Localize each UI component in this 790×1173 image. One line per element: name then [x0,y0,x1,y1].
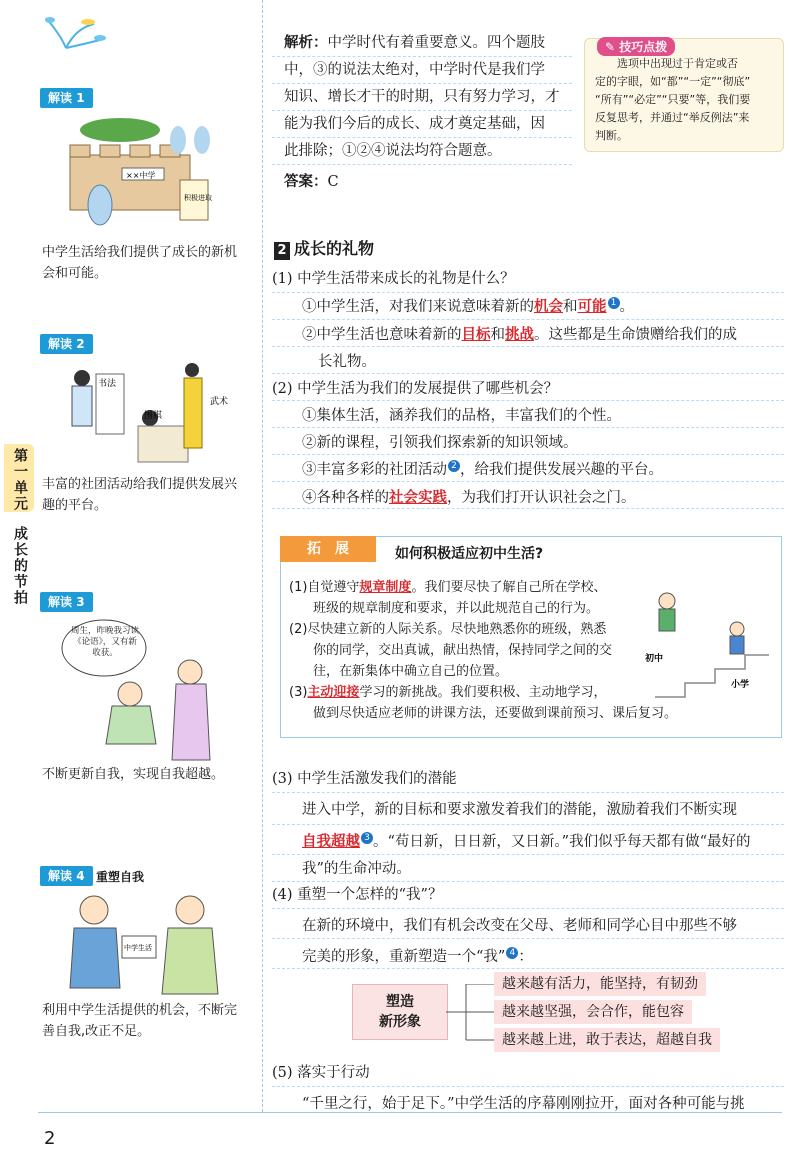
extension-tag: 拓 展 [280,536,376,562]
text: (1)自觉遵守 [289,580,360,595]
school-sign-text: ××中学 [126,171,156,180]
page-number: 2 [44,1128,56,1149]
tip-title-text: 技巧点拨 [619,40,668,54]
tip-line: 选项中出现过于肯定或否 [617,57,738,70]
keyword: 目标 [461,326,491,343]
question-4: (4) 重塑一个怎样的“我”？ [272,887,443,903]
section-tab-label: 成长的节拍 [12,526,28,606]
ext-p3-cont: 做到尽快适应老师的讲课方法，还要做到课前预习、课后复习。 [313,706,678,721]
rule [272,400,784,401]
badge-text: 解读 [48,869,73,883]
note-marker: 3 [361,832,373,844]
jiedu-badge-2 [40,334,93,354]
rule [272,427,784,428]
analysis-line-4: 能为我们今后的成长、成才奠定基础，因 [284,116,545,132]
sign4-text: 中学生活 [124,944,152,952]
keyword: 社会实践 [389,489,447,506]
illustration-lunyu [60,614,240,764]
tip-line: 定的字眼，如“都”“一定”“彻底” [595,75,751,88]
rule [272,481,784,482]
ext-p2: (2)尽快建立新的人际关系。尽快地熟悉你的班级，熟悉 [289,622,607,637]
pencil-icon: ✎ [605,40,616,54]
jiedu-badge-4 [40,866,93,886]
q2-item-a: ①集体生活，涵养我们的品格，丰富我们的个性。 [302,408,621,424]
text: 。这些都是生命馈赠给我们的成 [534,327,737,343]
note-marker: 2 [448,460,460,472]
text: ： [518,949,533,965]
text: (3) [289,685,308,700]
footer-line [38,1112,782,1113]
text: 学习的新挑战。我们要积极、主动地学习， [359,685,607,700]
tip-text [595,55,779,145]
question-1: (1) 中学生活带来成长的礼物是什么？ [272,271,515,287]
analysis-line-3: 知识、增长才干的时期，只有努力学习，才 [284,89,560,105]
q4-block [272,882,784,971]
q1-item-a [272,293,784,321]
q5-block [272,1060,784,1118]
rule [272,137,572,138]
keyword: 挑战 [505,326,534,343]
text: 和 [563,299,578,315]
text: ①中学生活，对我们来说意味着新的 [302,299,534,315]
rule [272,1086,784,1087]
text: ④各种各样的 [302,490,389,506]
rule [272,938,784,939]
q3-line-1: 进入中学，新的目标和要求激发着我们的潜能，激励着我们不断实现 [302,802,737,818]
reshape-center-box [352,984,448,1040]
q3-line-3: 我”的生命冲动。 [302,861,411,877]
keyword: 可能 [577,298,607,315]
keyword: 主动迎接 [307,685,360,700]
analysis-block [284,30,580,196]
question-3: (3) 中学生活激发我们的潜能 [272,771,457,787]
unit-tab-label: 第一单元 [12,448,28,512]
label-primary: 小学 [731,680,750,690]
text: 。“苟日新，日日新，又日新。”我们似乎每天都有做“最好的 [373,834,751,850]
center-label-1: 塑造 [386,994,414,1010]
illustration-reshape [60,888,240,996]
branch-1: 越来越有活力，能坚持，有韧劲 [494,972,706,996]
q5-line-1: “千里之行，始于足下。”中学生活的序幕刚刚拉开，面对各种可能与挑 [302,1096,745,1112]
reshape-heading: 重塑自我 [96,870,145,884]
analysis-label: 解析： [284,35,328,51]
section2-heading [274,236,374,260]
text: ③丰富多彩的社团活动 [302,462,447,478]
jiedu-badge-3 [40,592,93,612]
badge-text: 解读 [48,595,73,609]
center-label-2: 新形象 [379,1014,421,1030]
answer-line [284,169,580,196]
caption-1: 中学生活给我们提供了成长的新机会和可能。 [42,245,238,281]
illustration-clubs [60,356,240,468]
keyword: 规章制度 [359,580,412,595]
text: 。 [619,299,634,315]
corner-leaf-icon [40,14,110,54]
calligraphy-text: 书法 [98,379,117,389]
ext-p2-cont: 你的同学，交出真诚，献出热情，保持同学之间的交 [313,643,613,658]
illustration-stairs [645,587,773,707]
note-marker: 4 [506,947,518,959]
tip-line: 反复思考，并通过“举反例法”来 [595,111,750,124]
rule [272,319,784,320]
rule [272,56,572,57]
text: 和 [490,327,505,343]
text: ，为我们打开认识社会之门。 [447,490,636,506]
extension-box [280,536,782,738]
badge-text: 解读 [48,337,73,351]
q2-item-c [272,457,784,484]
caption-2: 丰富的社团活动给我们提供发展兴趣的平台。 [42,477,238,513]
ext-p2-cont: 往，在新集体中确立自己的位置。 [313,664,509,679]
answer-label: 答案： [284,174,328,190]
speech-bubble-text: 周生，昨晚我习读《论语》，又有新收获。 [70,626,139,658]
ext-p1-cont: 班级的规章制度和要求，并以此规范自己的行为。 [313,601,600,616]
jiedu-badge-1 [40,88,93,108]
unit-tab [4,444,34,512]
analysis-text: 中学时代有着重要意义。四个题肢 [327,35,545,51]
q4-line-1: 在新的环境中，我们有机会改变在父母、老师和同学心目中那些不够 [302,918,737,934]
badge-text: 解读 [48,91,73,105]
tip-title [597,37,675,56]
keyword: 自我超越 [302,833,360,850]
section2-body [272,266,784,512]
rule [272,292,784,293]
badge-num: 2 [76,337,85,351]
q1-item-b-cont: 长礼物。 [318,354,376,370]
badge-num: 1 [76,91,85,105]
text: ②中学生活也意味着新的 [302,327,462,343]
rule [272,346,784,347]
section-title: 成长的礼物 [294,239,375,258]
note-marker: 1 [608,297,620,309]
q3-line-2 [272,828,784,856]
text: ，给我们提供发展兴趣的平台。 [460,462,663,478]
rule [272,454,784,455]
rule [272,792,784,793]
board-text: 积极进取 [184,194,212,202]
rule [272,508,784,509]
text: 完美的形象，重新塑造一个“我” [302,949,506,965]
tip-line: “所有”“必定”“只要”等，我们要 [595,93,751,106]
q4-line-2 [272,944,784,971]
rule [272,373,784,374]
illustration-rabbits-school [60,110,240,240]
section-num-box: 2 [274,242,290,260]
answer-value: C [327,174,339,190]
text: 。我们要尽快了解自己所在学校、 [411,580,607,595]
q2-item-b: ②新的课程，引领我们探索新的知识领域。 [302,435,578,451]
branch-2: 越来越坚强，会合作，能包容 [494,1000,692,1024]
rule [272,854,784,855]
rule [272,908,784,909]
badge-num: 4 [76,869,85,883]
badge-num: 3 [76,595,85,609]
extension-question: 如何积极适应初中生活? [395,546,544,562]
branch-3: 越来越上进，敢于表达，超越自我 [494,1028,720,1052]
tip-box [584,38,784,152]
flow-connector [446,984,496,1044]
martial-text: 武术 [210,397,229,407]
analysis-line-1 [284,30,580,57]
q1-item-b [272,321,784,349]
weiqi-text: 围棋 [144,411,163,421]
rule [272,164,572,165]
column-divider [262,0,263,1112]
analysis-line-5: 此排除；①②④说法均符合题意。 [284,143,502,159]
question-2: (2) 中学生活为我们的发展提供了哪些机会？ [272,381,559,397]
question-5: (5) 落实于行动 [272,1065,370,1081]
caption-4: 利用中学生活提供的机会，不断完善自我,改正不足。 [42,1003,238,1039]
caption-3: 不断更新自我，实现自我超越。 [42,767,225,782]
keyword: 机会 [534,298,563,315]
rule [272,110,572,111]
rule [272,968,784,969]
rule [272,83,572,84]
analysis-line-2: 中，③的说法太绝对，中学时代是我们学 [284,62,545,78]
rule [272,824,784,825]
tip-line: 判断。 [595,129,628,142]
label-junior: 初中 [645,654,664,664]
